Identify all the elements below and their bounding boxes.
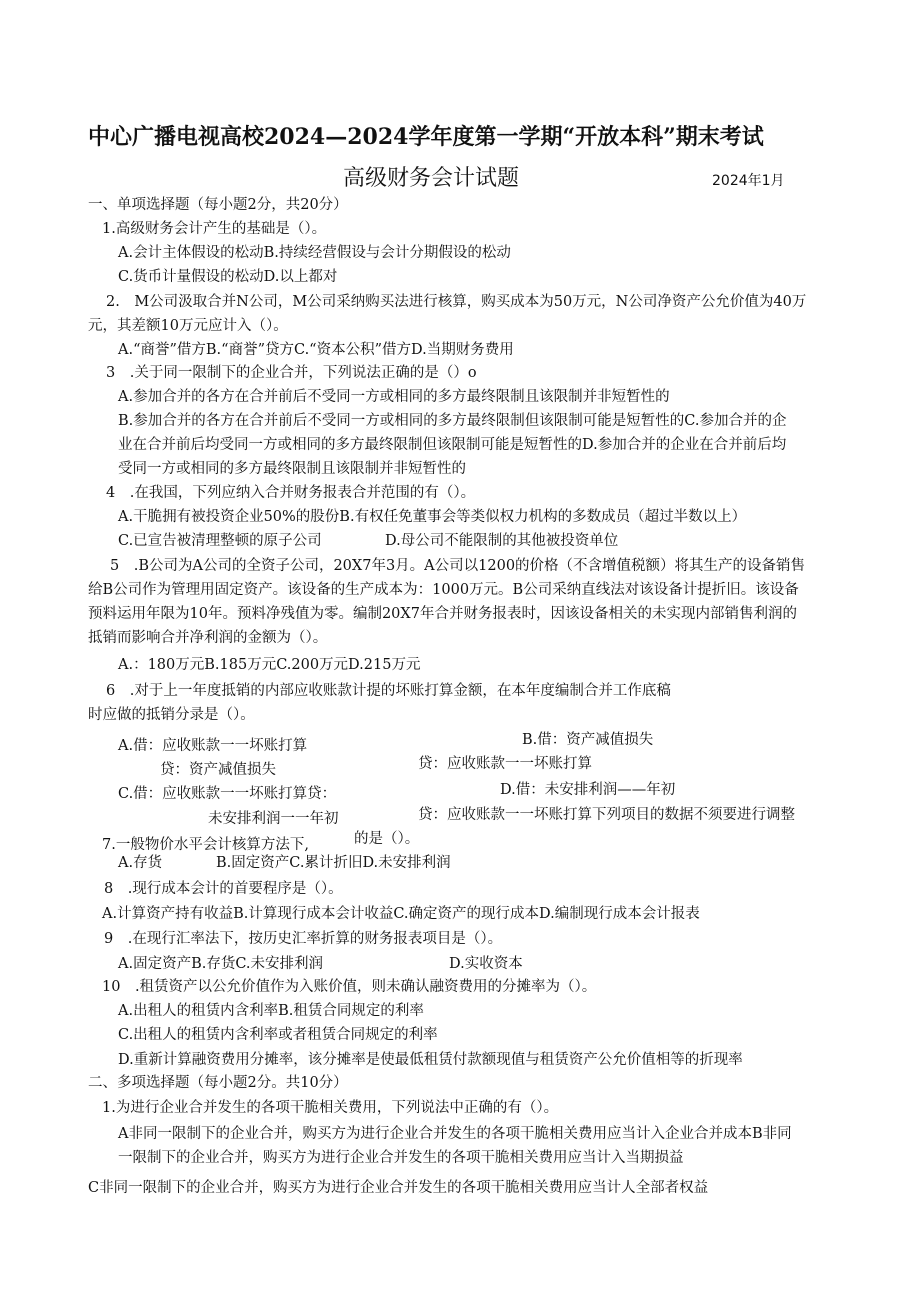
q5-options: A.：180万元B.185万元C.200万元D.215万元	[118, 657, 421, 673]
q6-option-b-credit: 贷：应收账款一一坏账打算	[418, 756, 592, 772]
q7-stem: 7.一般物价水平会计核算方法下,	[102, 837, 309, 853]
q2-options: A.“商誉”借方B.“商誉”贷方C.“资本公积”借方D.当期财务费用	[118, 342, 514, 358]
q6-option-d-debit: D.借：未安排利润——年初	[500, 782, 676, 798]
section2-heading: 二、多项选择题（每小题2分。共10分）	[88, 1075, 348, 1091]
q5-line3: 预料运用年限为10年。预料净残值为零。编制20X7年合并财务报表时，因该设备相关的未实现内部销售利润的	[88, 606, 797, 622]
s2-q1-line2: 一限制下的企业合并，购买方为进行企业合并发生的各项干脆相关费用应当计入当期损益	[118, 1150, 684, 1166]
q9-option-d: D.实收资本	[449, 956, 523, 972]
q8-options: A.计算资产持有收益B.计算现行成本会计收益C.确定资产的现行成本D.编制现行成本会计报表	[102, 906, 700, 922]
q7-options-bcd: B.固定资产C.累计折旧D.未安排利润	[216, 855, 451, 871]
q10-stem: 10 .租赁资产以公允价值作为入账价值，则未确认融资费用的分摊率为（）。	[102, 979, 597, 995]
q5-line1: 5 .B公司为A公司的全资子公司，20X7年3月。A公司以1200的价格（不含增值税额）将其生产的设备销售	[110, 558, 806, 574]
q9-options-abc: A.固定资产B.存货C.未安排利润	[118, 956, 324, 972]
section1-heading: 一、单项选择题（每小题2分，共20分）	[88, 197, 348, 213]
q4-option-d: D.母公司不能限制的其他被投资单位	[385, 533, 619, 549]
q6-option-c-credit: 未安排利润一一年初	[208, 811, 339, 827]
q6-option-a-credit: 贷：资产减值损失	[160, 762, 276, 778]
s2-q1-line3: C非同一限制下的企业合并，购买方为进行企业合并发生的各项干脆相关费用应当计人全部者权益	[88, 1180, 709, 1196]
q2-line2: 元，其差额10万元应计入（）。	[88, 318, 288, 334]
exam-date: 2024年1月	[712, 173, 785, 189]
q3-options-line4: 受同一方或相同的多方最终限制且该限制并非短暂性的	[118, 461, 466, 477]
q5-line4: 抵销而影响合并净利润的金额为（）。	[88, 630, 328, 646]
q10-option-c: C.出租人的租赁内含利率或者租赁合同规定的利率	[118, 1027, 438, 1043]
q3-stem: 3 .关于同一限制下的企业合并，下列说法正确的是（）o	[106, 365, 477, 381]
q6-option-b-debit: B.借：资产减值损失	[522, 732, 654, 748]
q6-line2: 时应做的抵销分录是（）。	[88, 707, 255, 723]
q5-line2: 给B公司作为管理用固定资产。该设备的生产成本为：1000万元。B公司采纳直线法对该设备计提折旧。该设备	[88, 582, 799, 598]
q3-options-line2: B.参加合并的各方在合并前后不受同一方或相同的多方最终限制但该限制可能是短暂性的C.参加合并的企	[118, 413, 787, 429]
q3-options-line3: 业在合并前后均受同一方或相同的多方最终限制但该限制可能是短暂性的D.参加合并的企业在合并前后均	[118, 437, 787, 453]
q9-stem: 9 .在现行汇率法下，按历史汇率折算的财务报表项目是（）。	[104, 931, 503, 947]
q10-options-ab: A.出租人的租赁内含利率B.租赁合同规定的利率	[118, 1003, 424, 1019]
q8-stem: 8 .现行成本会计的首要程序是（）。	[104, 881, 343, 897]
exam-subtitle: 高级财务会计试题	[343, 166, 520, 191]
q4-option-c: C.已宣告被清理整顿的原子公司	[118, 533, 322, 549]
q1-options-cd: C.货币计量假设的松动D.以上都对	[118, 269, 338, 285]
q1-options-ab: A.会计主体假设的松动B.持续经营假设与会计分期假设的松动	[118, 245, 511, 261]
q6-option-d-credit: 贷：应收账款一一坏账打算下列项目的数据不须要进行调整	[418, 807, 795, 823]
s2-q1-line1: A非同一限制下的企业合并，购买方为进行企业合并发生的各项干脆相关费用应当计入企业合并成本B非同	[118, 1126, 792, 1142]
exam-title: 中心广播电视高校2024—2024学年度第一学期“开放本科”期末考试	[88, 124, 764, 150]
q2-line1: 2. M公司汲取合并N公司，M公司采纳购买法进行核算，购买成本为50万元，N公司净资产公允价值为40万	[106, 294, 807, 310]
q3-option-a: A.参加合并的各方在合并前后不受同一方或相同的多方最终限制且该限制并非短暂性的	[118, 389, 670, 405]
q6-option-c-debit: C.借：应收账款一一坏账打算贷：	[118, 786, 337, 802]
s2-q1-stem: 1.为进行企业合并发生的各项干脆相关费用，下列说法中正确的有（）。	[102, 1100, 559, 1116]
q6-line1: 6 .对于上一年度抵销的内部应收账款计提的坏账打算金额，在本年度编制合并工作底稿	[106, 683, 671, 699]
q7-option-a: A.存货	[118, 855, 163, 871]
q10-option-d: D.重新计算融资费用分摊率，该分摊率是使最低租赁付款额现值与租赁资产公允价值相等的折现率	[118, 1052, 743, 1068]
q1-stem: 1.高级财务会计产生的基础是（）。	[102, 221, 327, 237]
q7-stem-tail: 的是（）。	[354, 831, 420, 847]
q4-options-ab: A.干脆拥有被投资企业50%的股份B.有权任免董事会等类似权力机构的多数成员（超过半数以上）	[118, 509, 747, 525]
q6-option-a-debit: A.借：应收账款一一坏账打算	[118, 738, 308, 754]
q4-stem: 4 .在我国，下列应纳入合并财务报表合并范围的有（）。	[106, 485, 476, 501]
